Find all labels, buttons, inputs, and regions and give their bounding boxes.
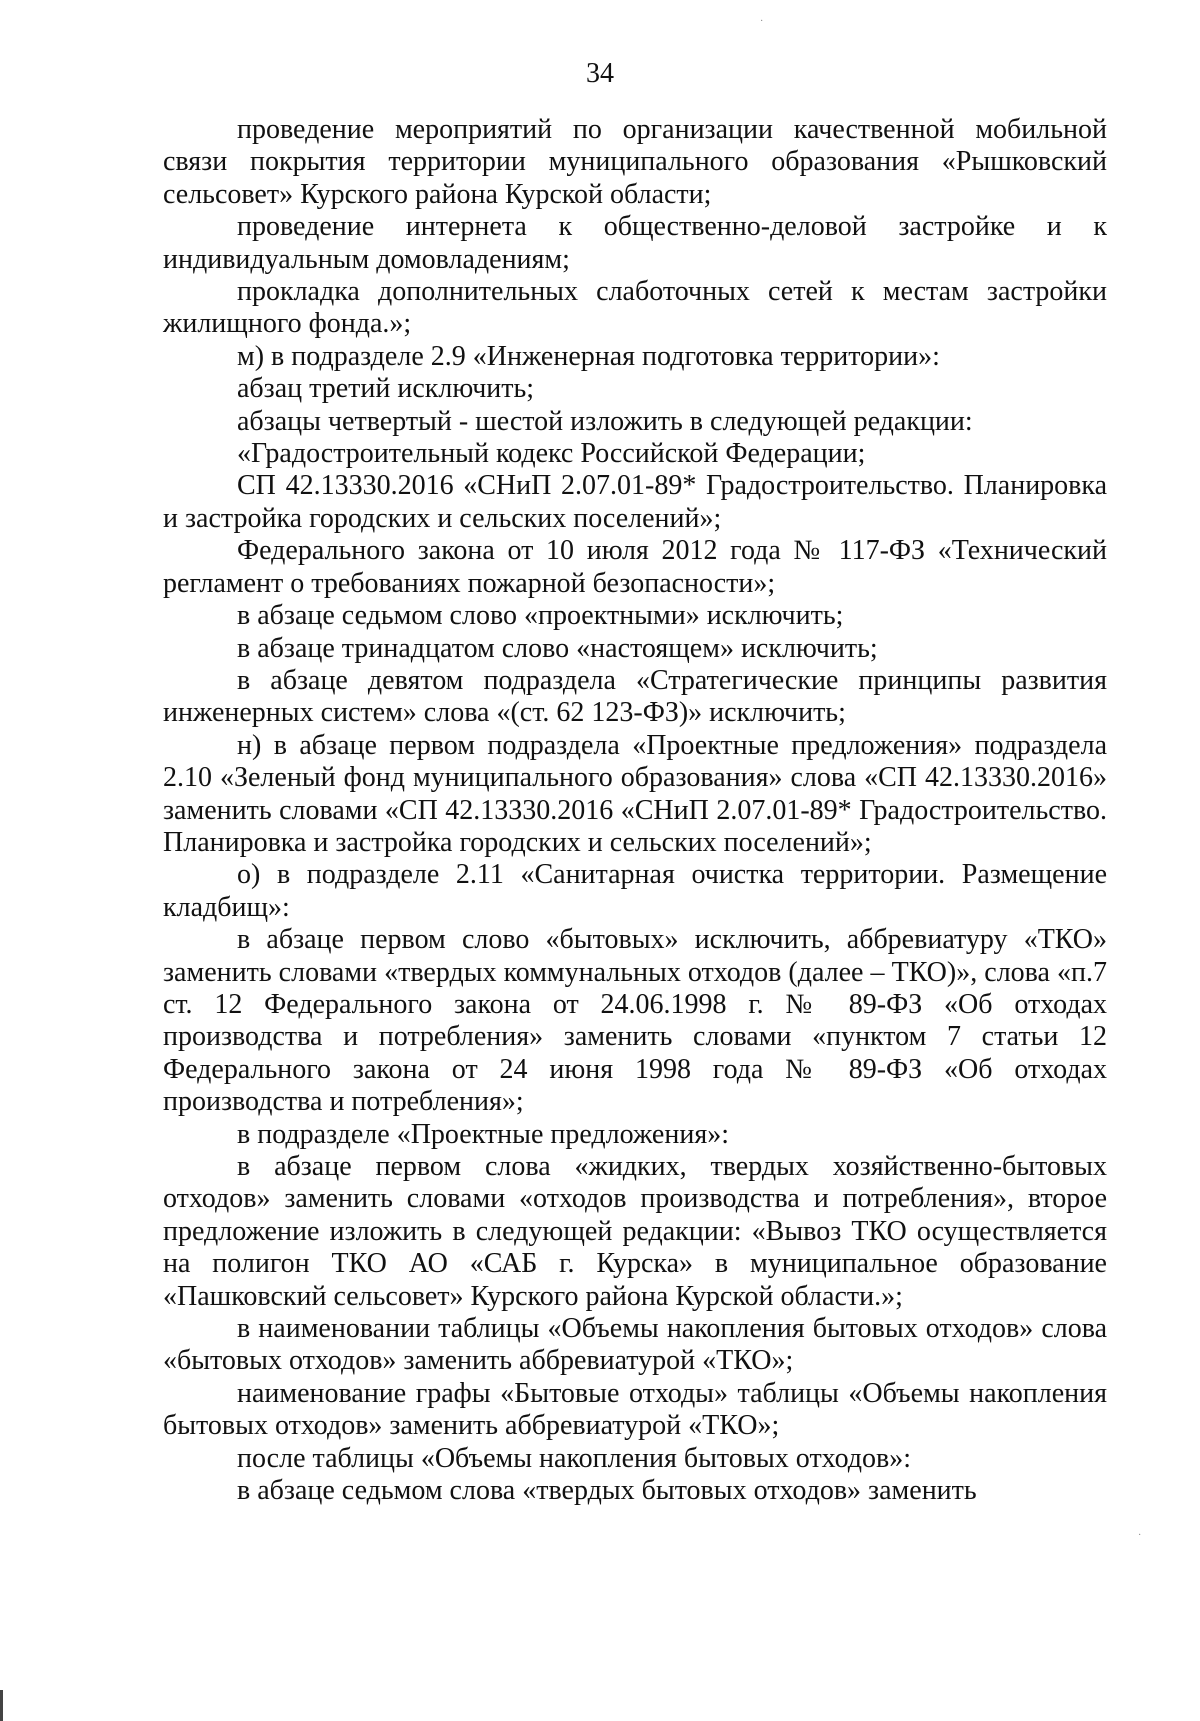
paragraph: проведение интернета к общественно-деловой застройке и к индивидуальным домовладениям; — [163, 211, 1107, 275]
paragraph: в абзаце девятом подраздела «Стратегические принципы развития инженерных систем» слова «(ст. 62 123-ФЗ)» исключить; — [163, 664, 1107, 729]
paragraph: в наименовании таблицы «Объемы накопления бытовых отходов» слова «бытовых отходов» заменить аббревиатурой «ТКО»; — [163, 1313, 1107, 1377]
paragraph: СП 42.13330.2016 «СНиП 2.07.01-89* Градостроительство. Планировка и застройка городских и сельских поселений»; — [163, 470, 1107, 534]
paragraph: наименование графы «Бытовые отходы» таблицы «Объемы накопления бытовых отходов» заменить аббревиатурой «ТКО»; — [163, 1377, 1107, 1442]
paragraph: н) в абзаце первом подраздела «Проектные предложения» подраздела 2.10 «Зеленый фонд муниципального образования» слова «СП 42.13330.2016» заменить словами «СП 42.13330.2016 «СНиП 2.07.01-89* Градостроительство. Планировка и застройка городских и сельских поселений»; — [163, 729, 1107, 858]
paragraph: в подразделе «Проектные предложения»: — [237, 1118, 729, 1150]
paragraph: абзацы четвертый - шестой изложить в следующей редакции: — [237, 405, 973, 437]
page-number: 34 — [586, 58, 614, 89]
paragraph: прокладка дополнительных слаботочных сетей к местам застройки жилищного фонда.»; — [163, 276, 1107, 340]
paragraph: в абзаце седьмом слово «проектными» исключить; — [237, 600, 844, 632]
paragraph: Федерального закона от 10 июля 2012 года № 117-ФЗ «Технический регламент о требованиях пожарной безопасности»; — [163, 535, 1107, 599]
paragraph: в абзаце первом слово «бытовых» исключить, аббревиатуру «ТКО» заменить словами «твердых коммунальных отходов (далее – ТКО)», слова «п.7 ст. 12 Федерального закона от 24.06.1998 г. № 89-ФЗ «Об отходах производства и потребления» заменить словами «пунктом 7 статьи 12 Федерального закона от 24 июня 1998 года № 89-ФЗ «Об отходах производства и потребления»; — [163, 924, 1107, 1118]
scan-edge-mark — [0, 1690, 3, 1721]
paragraph: о) в подразделе 2.11 «Санитарная очистка территории. Размещение кладбищ»: — [163, 859, 1107, 923]
document-body — [163, 114, 1107, 1507]
paragraph: абзац третий исключить; — [237, 373, 535, 405]
paragraph: в абзаце тринадцатом слово «настоящем» исключить; — [237, 632, 878, 664]
paragraph: в абзаце первом слова «жидких, твердых хозяйственно-бытовых отходов» заменить словами «отходов производства и потребления», второе предложение изложить в следующей редакции: «Вывоз ТКО осуществляется на полигон ТКО АО «САБ г. Курска» в муниципальное образование «Пашковский сельсовет» Курского района Курской области.»; — [163, 1151, 1107, 1312]
paragraph: «Градостроительный кодекс Российской Федерации; — [237, 438, 866, 470]
paragraph: м) в подразделе 2.9 «Инженерная подготовка территории»: — [237, 340, 940, 372]
scan-speck: · — [1138, 1530, 1142, 1541]
paragraph: в абзаце седьмом слова «твердых бытовых отходов» заменить — [237, 1475, 977, 1507]
paragraph: проведение мероприятий по организации качественной мобильной связи покрытия территории муниципального образования «Рышковский сельсовет» Курского района Курской области; — [163, 114, 1107, 210]
paragraph: после таблицы «Объемы накопления бытовых отходов»: — [237, 1442, 912, 1474]
scan-speck: · — [760, 16, 764, 27]
